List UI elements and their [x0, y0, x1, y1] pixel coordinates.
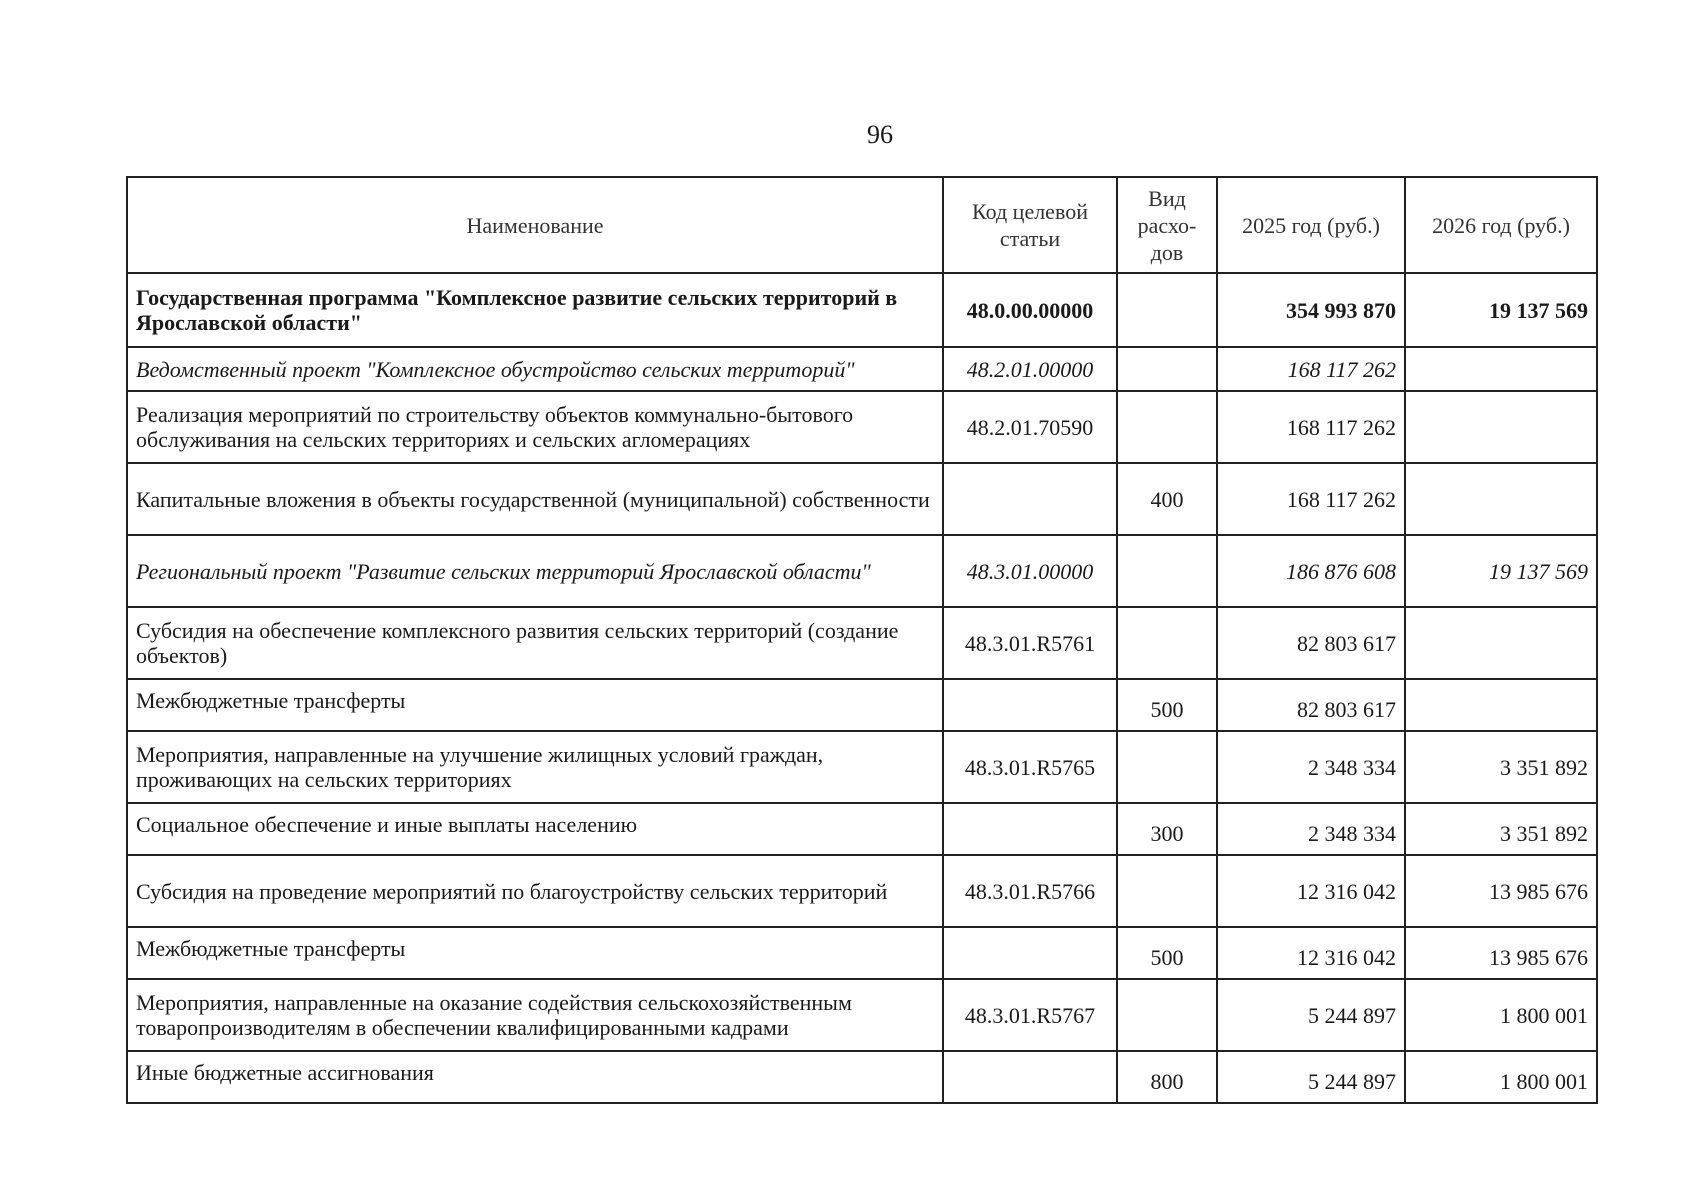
- row-kind: 300: [1117, 803, 1217, 855]
- row-kind: [1117, 535, 1217, 607]
- row-code: 48.2.01.00000: [943, 347, 1117, 391]
- row-amount-2026: [1405, 463, 1597, 535]
- header-name: Наименование: [127, 177, 943, 273]
- row-amount-2026: 19 137 569: [1405, 273, 1597, 347]
- table-row: [127, 979, 1597, 1051]
- row-amount-2025: 12 316 042: [1217, 855, 1405, 927]
- row-amount-2025: 5 244 897: [1217, 1051, 1405, 1103]
- row-amount-2025: 2 348 334: [1217, 731, 1405, 803]
- row-kind: [1117, 607, 1217, 679]
- row-name: Мероприятия, направленные на оказание содействия сельскохозяйственным товаропроизводителям в обеспечении квалифицированными кадрами: [127, 979, 943, 1051]
- table-row: [127, 679, 1597, 731]
- row-name: Субсидия на проведение мероприятий по благоустройству сельских территорий: [127, 855, 943, 927]
- row-code: 48.3.01.R5766: [943, 855, 1117, 927]
- table-row: [127, 607, 1597, 679]
- table-row: [127, 803, 1597, 855]
- page-number: 96: [867, 120, 893, 149]
- row-amount-2025: 82 803 617: [1217, 679, 1405, 731]
- budget-table: [126, 176, 1598, 1104]
- row-name: Субсидия на обеспечение комплексного развития сельских территорий (создание объектов): [127, 607, 943, 679]
- row-amount-2026: 19 137 569: [1405, 535, 1597, 607]
- row-code: [943, 803, 1117, 855]
- table-row: [127, 1051, 1597, 1103]
- row-amount-2025: 168 117 262: [1217, 391, 1405, 463]
- row-code: [943, 679, 1117, 731]
- row-name: Социальное обеспечение и иные выплаты населению: [127, 803, 943, 855]
- header-year-2026: 2026 год (руб.): [1405, 177, 1597, 273]
- table-row: [127, 731, 1597, 803]
- row-name: Иные бюджетные ассигнования: [127, 1051, 943, 1103]
- row-code: 48.3.01.R5761: [943, 607, 1117, 679]
- row-name: Капитальные вложения в объекты государственной (муниципальной) собственности: [127, 463, 943, 535]
- header-kind: Вид расхо-дов: [1117, 177, 1217, 273]
- row-name: Государственная программа "Комплексное развитие сельских территорий в Ярославской области": [127, 273, 943, 347]
- row-code: 48.3.01.R5767: [943, 979, 1117, 1051]
- row-amount-2025: 354 993 870: [1217, 273, 1405, 347]
- table-header-row: [127, 177, 1597, 273]
- row-amount-2026: 3 351 892: [1405, 731, 1597, 803]
- row-code: 48.0.00.00000: [943, 273, 1117, 347]
- row-name: Межбюджетные трансферты: [127, 679, 943, 731]
- row-amount-2025: 168 117 262: [1217, 347, 1405, 391]
- row-amount-2026: 1 800 001: [1405, 979, 1597, 1051]
- row-name: Ведомственный проект "Комплексное обустройство сельских территорий": [127, 347, 943, 391]
- row-kind: 500: [1117, 927, 1217, 979]
- row-name: Межбюджетные трансферты: [127, 927, 943, 979]
- table-row: [127, 273, 1597, 347]
- row-kind: [1117, 855, 1217, 927]
- table-row: [127, 347, 1597, 391]
- row-name: Мероприятия, направленные на улучшение жилищных условий граждан, проживающих на сельских территориях: [127, 731, 943, 803]
- row-code: [943, 1051, 1117, 1103]
- row-code: [943, 927, 1117, 979]
- row-amount-2025: 168 117 262: [1217, 463, 1405, 535]
- table-row: [127, 463, 1597, 535]
- row-amount-2026: 13 985 676: [1405, 855, 1597, 927]
- table-row: [127, 391, 1597, 463]
- table-row: [127, 855, 1597, 927]
- row-amount-2025: 12 316 042: [1217, 927, 1405, 979]
- row-amount-2026: 3 351 892: [1405, 803, 1597, 855]
- row-kind: 800: [1117, 1051, 1217, 1103]
- row-amount-2026: 13 985 676: [1405, 927, 1597, 979]
- row-amount-2026: [1405, 391, 1597, 463]
- row-kind: [1117, 273, 1217, 347]
- row-code: 48.3.01.R5765: [943, 731, 1117, 803]
- row-amount-2026: [1405, 679, 1597, 731]
- row-amount-2025: 5 244 897: [1217, 979, 1405, 1051]
- row-amount-2026: 1 800 001: [1405, 1051, 1597, 1103]
- row-kind: [1117, 979, 1217, 1051]
- table-row: [127, 535, 1597, 607]
- table-row: [127, 927, 1597, 979]
- row-code: [943, 463, 1117, 535]
- row-kind: [1117, 347, 1217, 391]
- row-code: 48.2.01.70590: [943, 391, 1117, 463]
- header-year-2025: 2025 год (руб.): [1217, 177, 1405, 273]
- row-name: Реализация мероприятий по строительству объектов коммунально-бытового обслуживания на сельских территориях и сельских агломерациях: [127, 391, 943, 463]
- header-code: Код целевой статьи: [943, 177, 1117, 273]
- row-kind: 400: [1117, 463, 1217, 535]
- row-amount-2025: 82 803 617: [1217, 607, 1405, 679]
- row-kind: 500: [1117, 679, 1217, 731]
- row-code: 48.3.01.00000: [943, 535, 1117, 607]
- row-amount-2026: [1405, 607, 1597, 679]
- row-amount-2025: 186 876 608: [1217, 535, 1405, 607]
- row-kind: [1117, 731, 1217, 803]
- row-amount-2026: [1405, 347, 1597, 391]
- row-amount-2025: 2 348 334: [1217, 803, 1405, 855]
- row-kind: [1117, 391, 1217, 463]
- row-name: Региональный проект "Развитие сельских территорий Ярославской области": [127, 535, 943, 607]
